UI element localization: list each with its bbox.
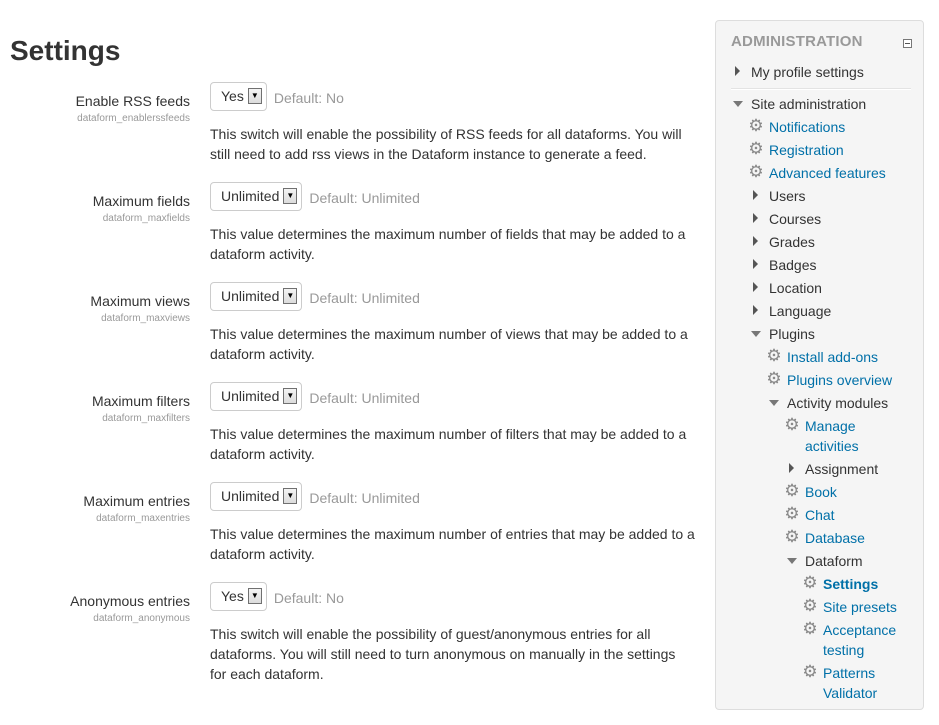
- gear-icon: ⚙: [748, 162, 764, 181]
- expand-arrow-icon[interactable]: [735, 66, 740, 76]
- setting-description: This switch will enable the possibility of guest/anonymous entries for all dataforms. You will still need to turn anonymous on manually in the settings for each dataform.: [210, 626, 676, 682]
- expand-arrow-icon[interactable]: [753, 305, 758, 315]
- select-value: Unlimited: [221, 188, 280, 204]
- nav-site-presets[interactable]: Site presets: [823, 599, 897, 615]
- nav-activity-modules[interactable]: Activity modules: [787, 395, 889, 411]
- setting-label: Maximum fields: [92, 193, 190, 209]
- nav-location[interactable]: Location: [769, 280, 822, 296]
- expand-arrow-icon[interactable]: [753, 236, 758, 246]
- collapse-arrow-icon[interactable]: [751, 331, 761, 337]
- nav-manage-activities-line2[interactable]: activities: [805, 438, 859, 454]
- setting-key: dataform_maxviews: [101, 313, 190, 324]
- setting-label: Anonymous entries: [70, 593, 190, 609]
- dropdown-arrow-icon[interactable]: ▼: [248, 88, 262, 104]
- administration-header: ADMINISTRATION: [731, 33, 863, 50]
- nav-site-administration[interactable]: Site administration: [751, 96, 867, 112]
- gear-icon: ⚙: [802, 619, 818, 638]
- setting-label-group: [0, 82, 190, 126]
- expand-arrow-icon[interactable]: [753, 213, 758, 223]
- setting-description: This value determines the maximum number of fields that may be added to a dataform activity.: [210, 226, 686, 262]
- max-filters-select[interactable]: [210, 382, 302, 411]
- gear-icon: ⚙: [784, 527, 800, 546]
- setting-key: dataform_maxfields: [102, 213, 190, 224]
- nav-acceptance-testing[interactable]: Acceptance: [823, 622, 897, 638]
- setting-label: Maximum entries: [83, 493, 190, 509]
- anonymous-entries-select[interactable]: [210, 582, 267, 611]
- setting-key: dataform_maxfilters: [102, 413, 190, 424]
- dropdown-arrow-icon[interactable]: ▼: [283, 188, 297, 204]
- setting-label: Maximum views: [90, 293, 190, 309]
- nav-assignment[interactable]: Assignment: [805, 461, 879, 477]
- gear-icon: ⚙: [784, 504, 800, 523]
- default-value: Default: No: [273, 590, 344, 606]
- setting-description: This value determines the maximum number of filters that may be added to a dataform activity.: [210, 426, 687, 462]
- nav-patterns-validator[interactable]: Patterns: [823, 665, 876, 681]
- collapse-arrow-icon[interactable]: [769, 400, 779, 406]
- setting-description: This value determines the maximum number of entries that may be added to a dataform activity.: [210, 526, 695, 562]
- default-value: Default: Unlimited: [309, 190, 420, 206]
- nav-chat[interactable]: Chat: [805, 507, 835, 523]
- max-fields-select[interactable]: [210, 182, 302, 211]
- nav-my-profile-settings[interactable]: My profile settings: [751, 64, 864, 80]
- gear-icon: ⚙: [766, 346, 782, 365]
- setting-description: This value determines the maximum number of views that may be added to a dataform activity.: [210, 326, 688, 362]
- gear-icon: ⚙: [802, 573, 818, 592]
- dropdown-arrow-icon[interactable]: ▼: [283, 488, 297, 504]
- setting-label: Enable RSS feeds: [75, 93, 190, 109]
- default-value: Default: Unlimited: [309, 290, 420, 306]
- select-value: Unlimited: [221, 388, 280, 404]
- select-value: Yes: [221, 588, 244, 604]
- setting-description: This switch will enable the possibility of RSS feeds for all dataforms. You will still need to add rss views in the Dataform instance to generate a feed.: [210, 126, 682, 162]
- select-value: Unlimited: [221, 488, 280, 504]
- nav-acceptance-testing-line2[interactable]: testing: [823, 642, 865, 658]
- gear-icon: ⚙: [748, 139, 764, 158]
- nav-language[interactable]: Language: [769, 303, 832, 319]
- nav-badges[interactable]: Badges: [769, 257, 817, 273]
- setting-label: Maximum filters: [91, 393, 190, 409]
- setting-key: dataform_maxentries: [96, 513, 190, 524]
- nav-notifications[interactable]: Notifications: [769, 119, 846, 135]
- select-value: Yes: [221, 88, 244, 104]
- dropdown-arrow-icon[interactable]: ▼: [283, 288, 297, 304]
- gear-icon: ⚙: [802, 596, 818, 615]
- default-value: Default: Unlimited: [309, 490, 420, 506]
- nav-patterns-validator-line2[interactable]: Validator: [823, 685, 878, 701]
- nav-dataform[interactable]: Dataform: [805, 553, 863, 569]
- gear-icon: ⚙: [802, 662, 818, 681]
- expand-arrow-icon[interactable]: [753, 190, 758, 200]
- dropdown-arrow-icon[interactable]: ▼: [248, 588, 262, 604]
- collapse-arrow-icon[interactable]: [787, 558, 797, 564]
- dropdown-arrow-icon[interactable]: ▼: [283, 388, 297, 404]
- nav-plugins[interactable]: Plugins: [769, 326, 815, 342]
- gear-icon: ⚙: [748, 116, 764, 135]
- page-title: Settings: [10, 35, 121, 66]
- default-value: Default: Unlimited: [309, 390, 420, 406]
- gear-icon: ⚙: [766, 369, 782, 388]
- setting-key: dataform_enablerssfeeds: [77, 113, 190, 124]
- nav-database[interactable]: Database: [805, 530, 865, 546]
- nav-install-addons[interactable]: Install add-ons: [787, 349, 879, 365]
- expand-arrow-icon[interactable]: [753, 259, 758, 269]
- expand-arrow-icon[interactable]: [789, 463, 794, 473]
- setting-key: dataform_anonymous: [93, 613, 190, 624]
- nav-manage-activities[interactable]: Manage: [805, 418, 856, 434]
- collapse-icon[interactable]: [903, 39, 912, 48]
- nav-users[interactable]: Users: [769, 188, 806, 204]
- nav-dataform-settings[interactable]: Settings: [823, 576, 879, 592]
- expand-arrow-icon[interactable]: [753, 282, 758, 292]
- max-views-select[interactable]: [210, 282, 302, 311]
- nav-courses[interactable]: Courses: [769, 211, 822, 227]
- max-entries-select[interactable]: [210, 482, 302, 511]
- select-value: Unlimited: [221, 288, 280, 304]
- gear-icon: ⚙: [784, 415, 800, 434]
- rss-feeds-select[interactable]: [210, 82, 267, 111]
- collapse-arrow-icon[interactable]: [733, 101, 743, 107]
- administration-block: [715, 20, 924, 710]
- nav-grades[interactable]: Grades: [769, 234, 815, 250]
- default-value: Default: No: [273, 90, 344, 106]
- gear-icon: ⚙: [784, 481, 800, 500]
- nav-plugins-overview[interactable]: Plugins overview: [787, 372, 893, 388]
- nav-book[interactable]: Book: [805, 484, 837, 500]
- nav-advanced-features[interactable]: Advanced features: [769, 165, 886, 181]
- nav-registration[interactable]: Registration: [769, 142, 844, 158]
